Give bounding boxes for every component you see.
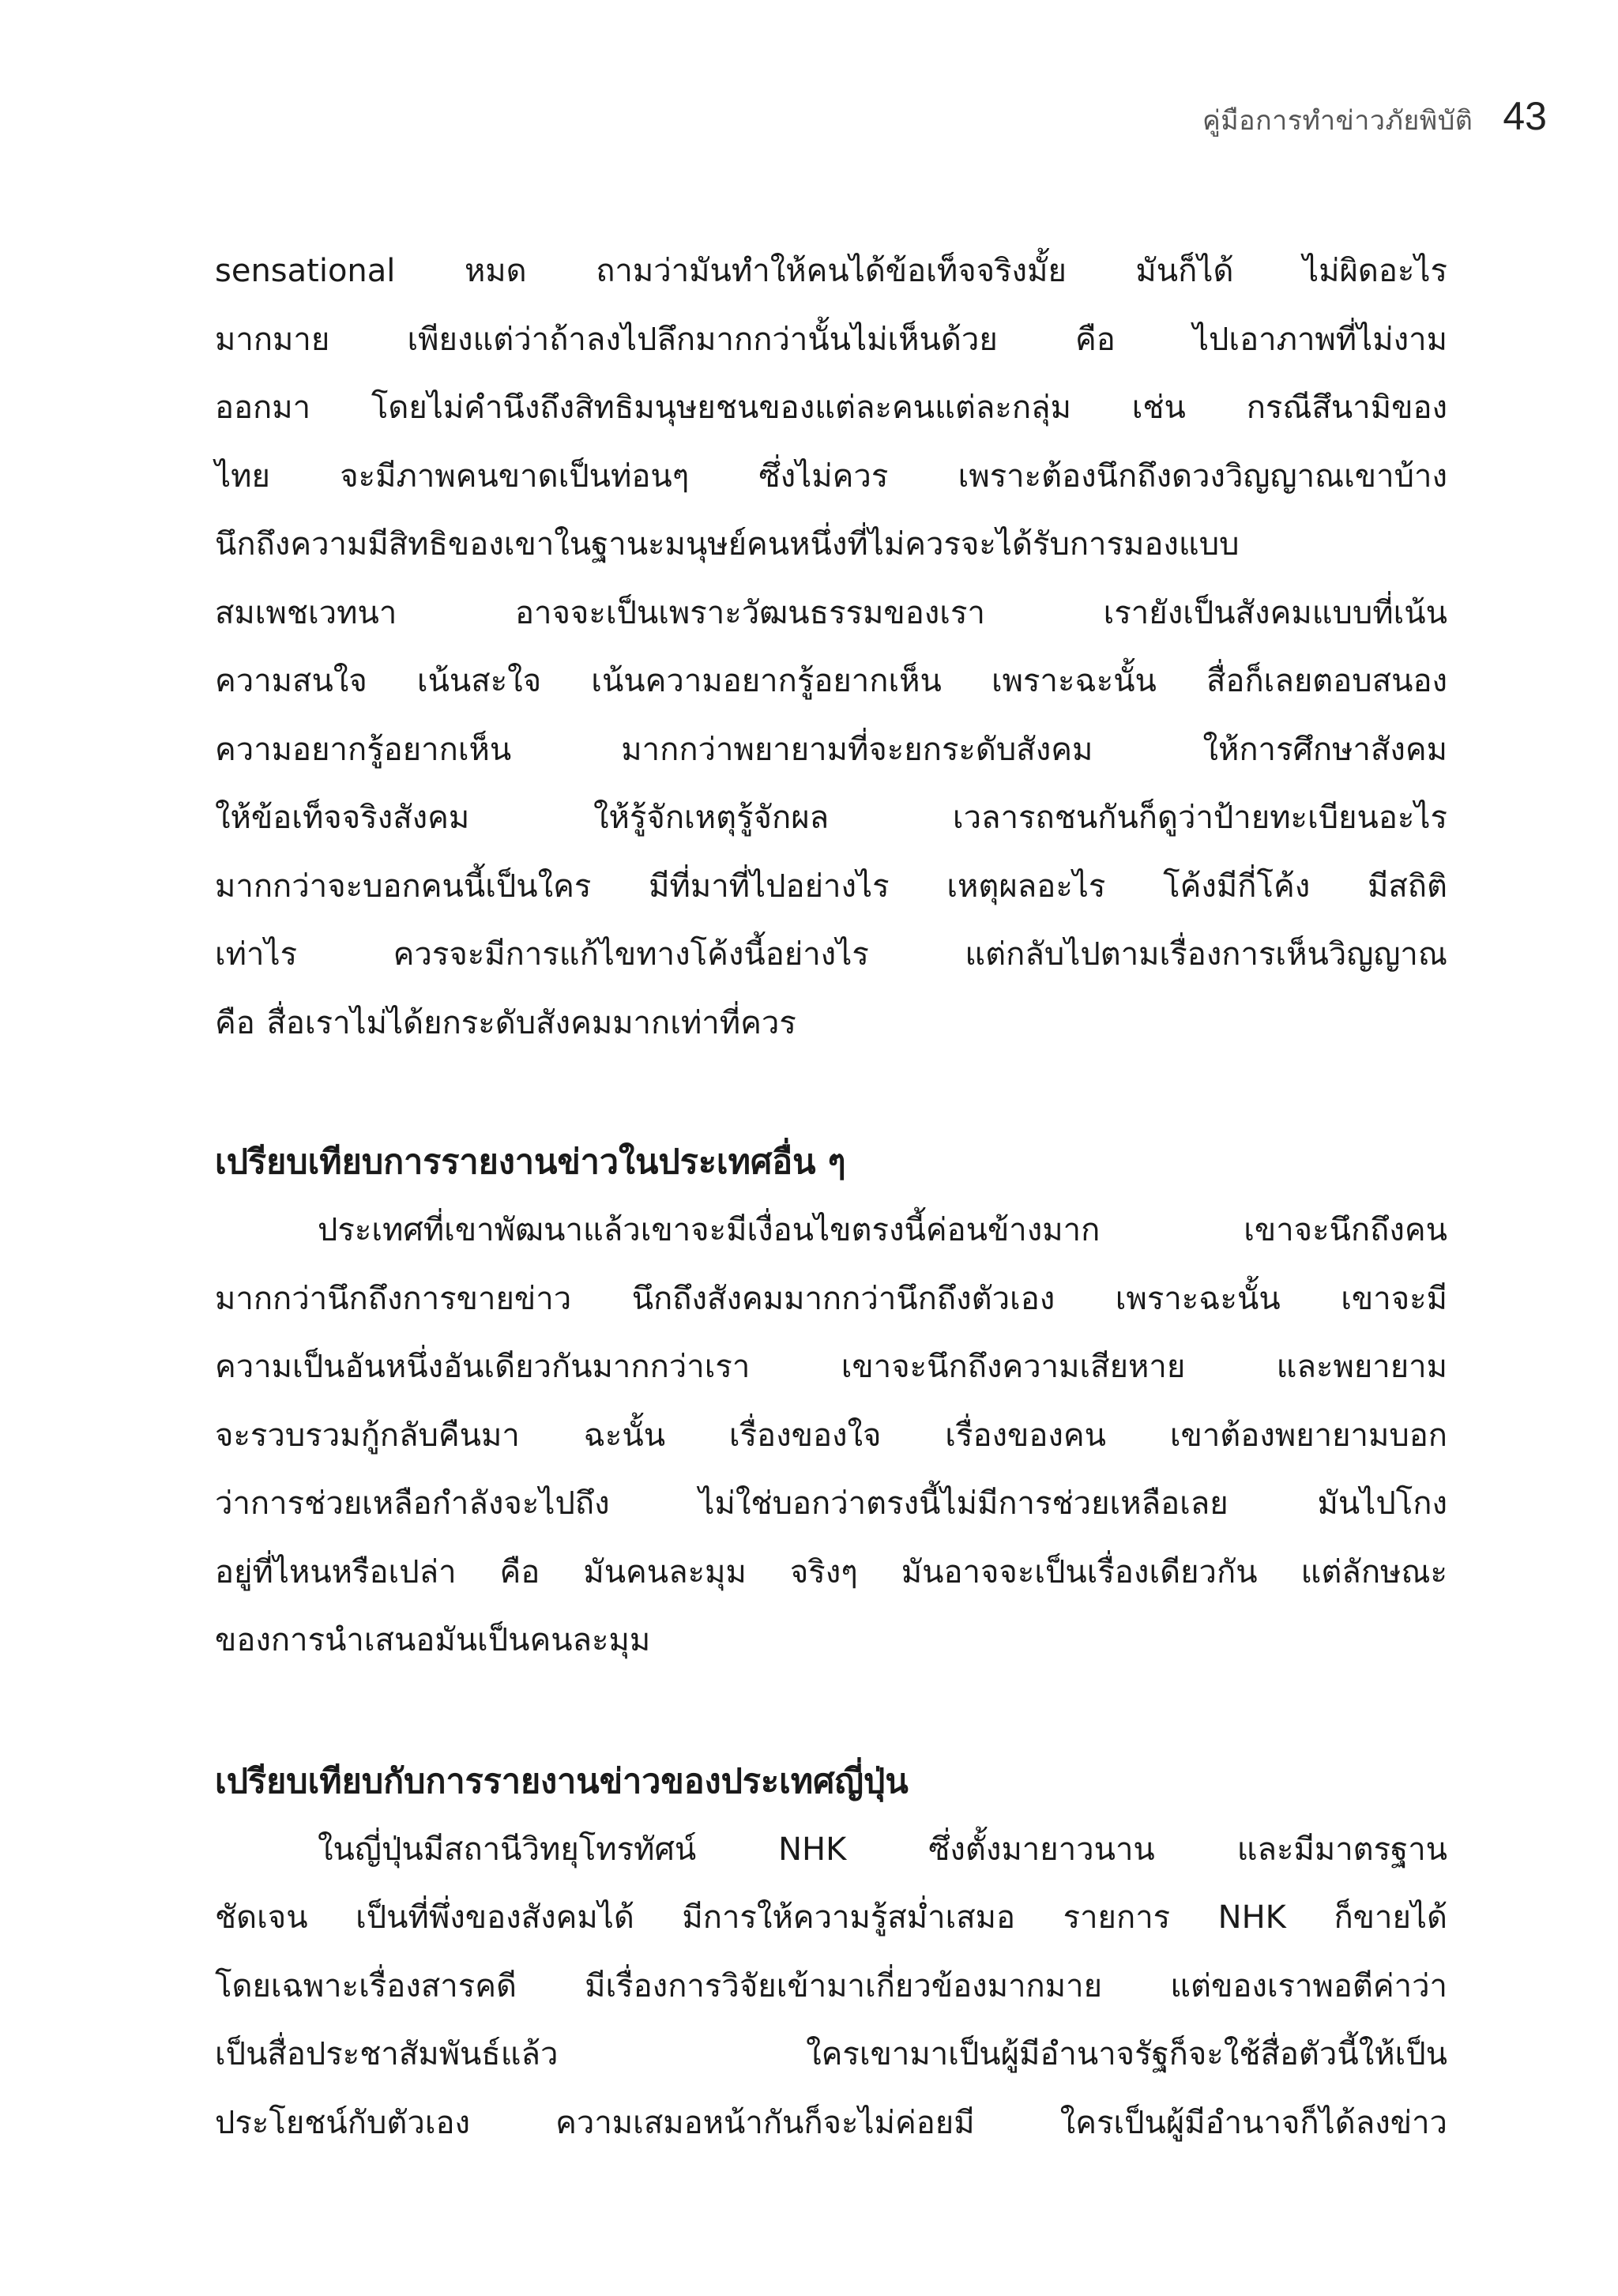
text-line: อยู่ที่ไหนหรือเปล่า คือ มันคนละมุม จริงๆ มันอาจจะเป็นเรื่องเดียวกัน แต่ลักษณะ [215, 1553, 1447, 1590]
page-number: 43 [1503, 94, 1547, 138]
text-line: ความเป็นอันหนึ่งอันเดียวกันมากกว่าเรา เขาจะนึกถึงความเสียหาย และพยายาม [215, 1349, 1447, 1385]
section-2-paragraph [215, 1816, 1447, 2158]
text-line: ความอยากรู้อยากเห็น มากกว่าพยายามที่จะยกระดับสังคม ให้การศึกษาสังคม [215, 731, 1447, 768]
page-header [1202, 93, 1547, 141]
running-title: คู่มือการทำข่าวภัยพิบัติ [1202, 105, 1473, 137]
text-line: sensational หมด ถามว่ามันทำให้คนได้ข้อเท็จจริงมั้ย มันก็ได้ ไม่ผิดอะไร [215, 253, 1447, 289]
text-line: ออกมา โดยไม่คำนึงถึงสิทธิมนุษยชนของแต่ละคนแต่ละกลุ่ม เช่น กรณีสึนามิของ [215, 390, 1447, 426]
intro-paragraph [215, 237, 1447, 1057]
text-line: คือ สื่อเราไม่ได้ยกระดับสังคมมากเท่าที่ควร [215, 1004, 796, 1041]
text-line: ว่าการช่วยเหลือกำลังจะไปถึง ไม่ใช่บอกว่าตรงนี้ไม่มีการช่วยเหลือเลย มันไปโกง [215, 1485, 1447, 1522]
text-line: ให้ข้อเท็จจริงสังคม ให้รู้จักเหตุรู้จักผล เวลารถชนกันก็ดูว่าป้ายทะเบียนอะไร [215, 800, 1447, 836]
text-line: จะรวบรวมกู้กลับคืนมา ฉะนั้น เรื่องของใจ เรื่องของคน เขาต้องพยายามบอก [215, 1417, 1447, 1454]
text-line: มากมาย เพียงแต่ว่าถ้าลงไปลึกมากกว่านั้นไม่เห็นด้วย คือ ไปเอาภาพที่ไม่งาม [215, 321, 1447, 358]
text-line: ในญี่ปุ่นมีสถานีวิทยุโทรทัศน์ NHK ซึ่งตั้งมายาวนาน และมีมาตรฐาน [318, 1831, 1447, 1868]
section-heading-other-countries: เปรียบเทียบการรายงานข่าวในประเทศอื่น ๆ [215, 1142, 846, 1182]
text-line: ของการนำเสนอมันเป็นคนละมุม [215, 1622, 651, 1658]
text-line: มากกว่าจะบอกคนนี้เป็นใคร มีที่มาที่ไปอย่างไร เหตุผลอะไร โค้งมีกี่โค้ง มีสถิติ [215, 868, 1447, 905]
text-line: เท่าไร ควรจะมีการแก้ไขทางโค้งนี้อย่างไร แต่กลับไปตามเรื่องการเห็นวิญญาณ [215, 936, 1447, 973]
text-line: ชัดเจน เป็นที่พึ่งของสังคมได้ มีการให้ความรู้สม่ำเสมอ รายการ NHK ก็ขายได้ [215, 1899, 1447, 1936]
text-line: ประเทศที่เขาพัฒนาแล้วเขาจะมีเงื่อนไขตรงนี้ค่อนข้างมาก เขาจะนึกถึงคน [318, 1212, 1447, 1248]
text-line: สมเพชเวทนา อาจจะเป็นเพราะวัฒนธรรมของเรา เรายังเป็นสังคมแบบที่เน้น [215, 594, 1447, 631]
text-line: เป็นสื่อประชาสัมพันธ์แล้ว ใครเขามาเป็นผู้มีอำนาจรัฐก็จะใช้สื่อตัวนี้ให้เป็น [215, 2036, 1447, 2072]
text-line: มากกว่านึกถึงการขายข่าว นึกถึงสังคมมากกว่านึกถึงตัวเอง เพราะฉะนั้น เขาจะมี [215, 1280, 1447, 1317]
text-line: โดยเฉพาะเรื่องสารคดี มีเรื่องการวิจัยเข้ามาเกี่ยวข้องมากมาย แต่ของเราพอตีค่าว่า [215, 1967, 1447, 2004]
section-heading-japan: เปรียบเทียบกับการรายงานข่าวของประเทศญี่ปุ่น [215, 1761, 909, 1801]
page-body [215, 237, 1447, 2157]
section-1-paragraph [215, 1196, 1447, 1675]
text-line: ความสนใจ เน้นสะใจ เน้นความอยากรู้อยากเห็น เพราะฉะนั้น สื่อก็เลยตอบสนอง [215, 663, 1447, 699]
text-line: นึกถึงความมีสิทธิของเขาในฐานะมนุษย์คนหนึ่งที่ไม่ควรจะได้รับการมองแบบ [215, 526, 1240, 563]
text-line: ไทย จะมีภาพคนขาดเป็นท่อนๆ ซึ่งไม่ควร เพราะต้องนึกถึงดวงวิญญาณเขาบ้าง [215, 457, 1447, 495]
text-line: ประโยชน์กับตัวเอง ความเสมอหน้ากันก็จะไม่ค่อยมี ใครเป็นผู้มีอำนาจก็ได้ลงข่าว [215, 2104, 1447, 2141]
